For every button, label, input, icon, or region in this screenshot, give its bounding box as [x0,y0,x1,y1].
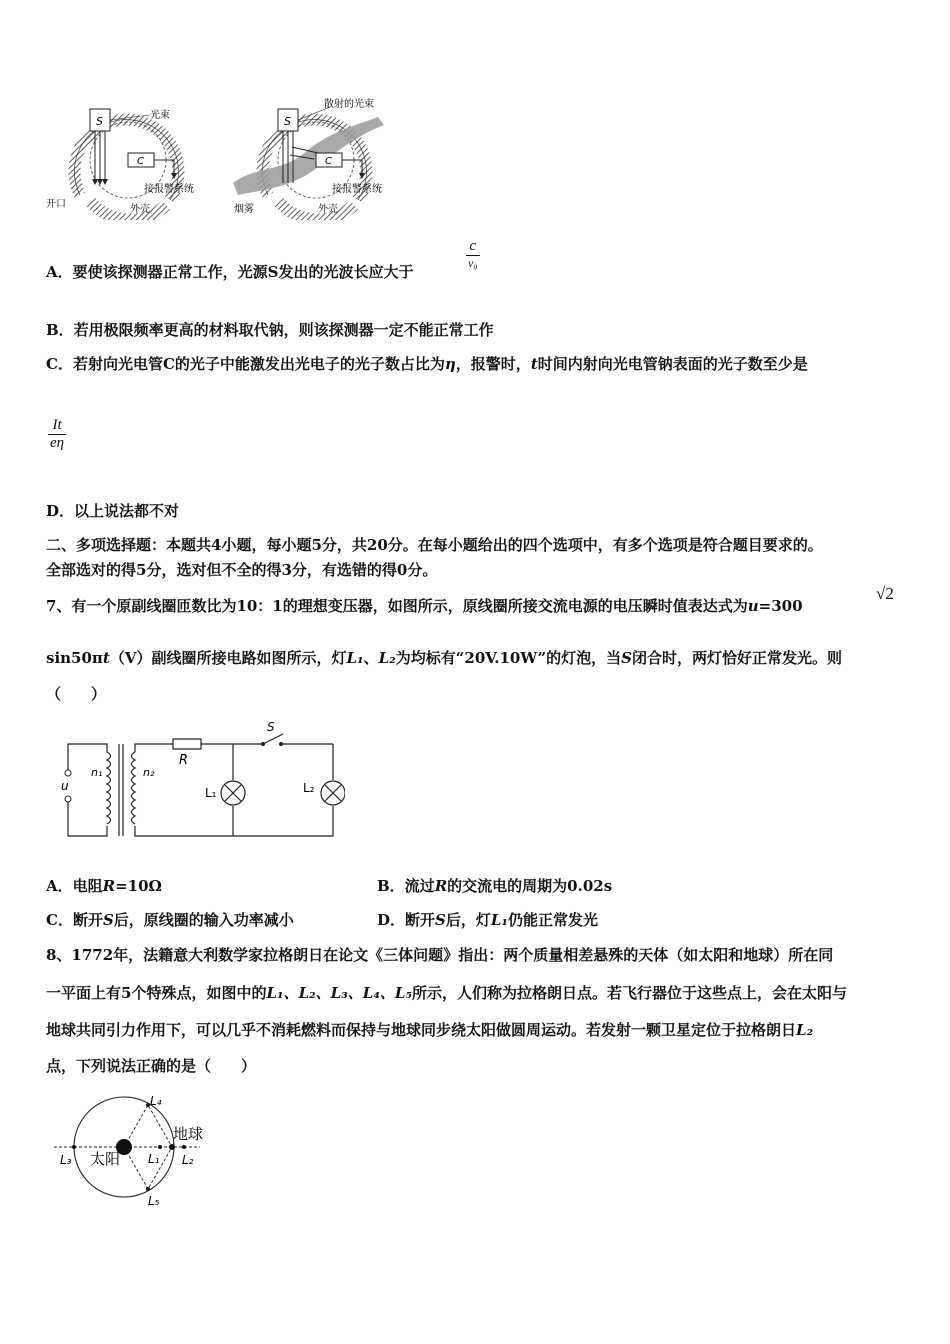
right-smoke-label: 烟雾 [234,204,254,215]
lagrange-points-diagram [50,1092,220,1212]
l1-label: L₁ [148,1152,160,1166]
left-tube-label: C [137,156,144,167]
q8-stem-line1: 8、1772年，法籍意大利数学家拉格朗日在论文《三体问题》指出：两个质量相差悬殊的天体（如太阳和地球）所在同 [46,946,834,964]
l3-label: L₃ [60,1153,72,1167]
earth-label: 地球 [173,1125,204,1143]
left-shell-label: 外壳 [130,204,150,215]
l4-label: L₄ [150,1094,162,1108]
right-scatter-label: 散射的光束 [324,99,374,110]
circuit-s-label: S [267,720,275,734]
q7-option-c: C．断开S后，原线圈的输入功率减小 [46,911,294,929]
circuit-l1-label: L₁ [205,786,217,800]
left-alarm-label: 接报警系统 [144,184,194,195]
detector-normal-diagram [46,108,194,220]
l2-label: L₂ [182,1153,194,1167]
transformer-circuit-diagram [55,718,345,848]
q7-stem-line3: （ ） [46,685,107,703]
circuit-r-label: R [179,753,189,768]
q6-option-c: C．若射向光电管C的光子中能激发出光电子的光子数占比为η，报警时，t时间内射向光电管钠表面的光子数至少是 [46,355,808,373]
circuit-n1-label: n₁ [91,766,103,779]
right-source-label: S [284,115,291,128]
earth-dot [169,1144,175,1150]
right-shell-label: 外壳 [318,204,338,215]
q7-stem-line2: sin50πt（V）副线圈所接电路如图所示，灯L₁、L₂为均标有“20V.10W”的灯泡，当S闭合时，两灯恰好正常发光。则 [46,649,842,667]
q6-option-a: A．要使该探测器正常工作，光源S发出的光波长应大于 [46,263,414,281]
detector-smoke-diagram [233,97,384,220]
q7-option-a: A．电阻R=10Ω [46,877,162,895]
right-alarm-label: 接报警系统 [332,184,382,195]
q6-option-b: B．若用极限频率更高的材料取代钠，则该探测器一定不能正常工作 [46,321,494,339]
left-beam-label: 光束 [150,110,170,121]
sun-label: 太阳 [90,1150,121,1168]
q6-option-d: D．以上说法都不对 [46,502,180,520]
q7-option-d: D．断开S后，灯L₁仍能正常发光 [377,911,599,929]
q8-stem-line3: 地球共同引力作用下，可以几乎不消耗燃料而保持与地球同步绕太阳做圆周运动。若发射一颗卫星定位于拉格朗日L₂ [46,1021,814,1039]
l5-label: L₅ [148,1194,160,1208]
section2-heading-line1: 二、多项选择题：本题共4小题，每小题5分，共20分。在每小题给出的四个选项中，有多个选项是符合题目要求的。 [46,536,823,554]
circuit-l2-label: L₂ [303,781,315,795]
q8-stem-line2: 一平面上有5个特殊点，如图中的L₁、L₂、L₃、L₄、L₅所示，人们称为拉格朗日点。若飞行器位于这些点上，会在太阳与 [46,984,848,1002]
q6-option-c-fraction: $\frac{It}{e\eta}$ [50,417,65,451]
circuit-n2-label: n₂ [143,766,155,779]
section2-heading-line2: 全部选对的得5分，选对但不全的得3分，有选错的得0分。 [46,561,438,579]
left-opening-label: 开口 [46,199,66,210]
smoke-detector-figure [40,95,410,220]
q8-stem-line4: 点，下列说法正确的是（ ） [46,1057,257,1075]
q6-option-a-fraction: c v₀ [468,238,478,270]
q7-stem-line1: 7、有一个原副线圈匝数比为10：1的理想变压器，如图所示，原线圈所接交流电源的电压瞬时值表达式为u=300 [46,597,803,615]
left-source-label: S [96,115,103,128]
right-tube-label: C [325,156,332,167]
q7-sqrt2: √2 [876,584,894,603]
circuit-u-label: u [61,779,69,793]
q7-option-b: B．流过R的交流电的周期为0.02s [377,877,613,895]
